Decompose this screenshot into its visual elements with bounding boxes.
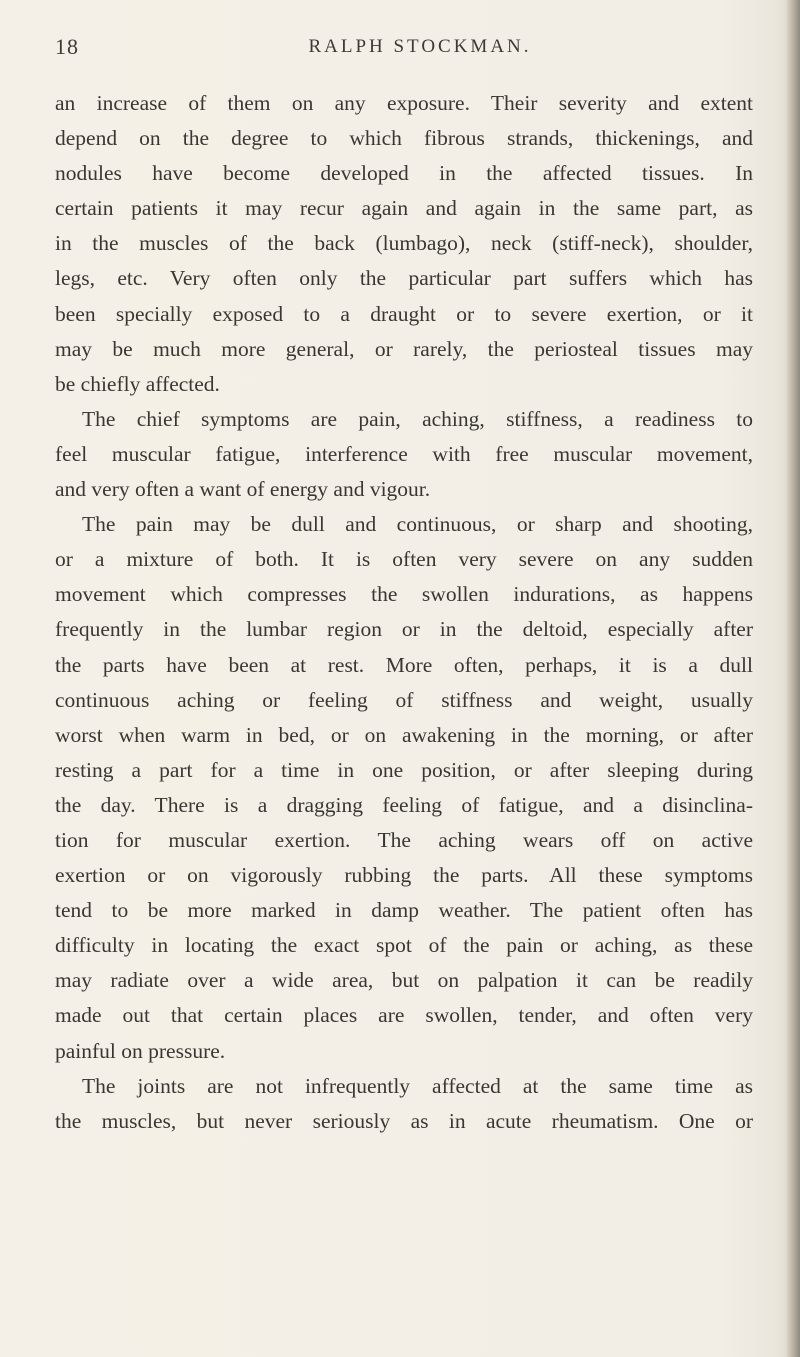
text-line: or a mixture of both. It is often very severe on any sudden [55,547,753,572]
text-line: the day. There is a dragging feeling of fatigue, and a disinclina- [55,792,753,817]
text-line: and very often a want of energy and vigour. [55,477,431,502]
text-line: nodules have become developed in the affected tissues. In [55,161,753,186]
text-line: The joints are not infrequently affected at the same time as [82,1073,753,1098]
running-head: RALPH STOCKMAN. [308,36,532,57]
text-line: feel muscular fatigue, interference with free muscular movement, [55,441,753,466]
text-line: the parts have been at rest. More often, perhaps, it is a dull [55,652,753,677]
text-line: may be much more general, or rarely, the periosteal tissues may [55,336,753,361]
text-line: certain patients it may recur again and again in the same part, as [55,196,753,221]
text-line: painful on pressure. [55,1038,226,1063]
text-line: frequently in the lumbar region or in the deltoid, especially after [55,617,753,642]
text-line: depend on the degree to which fibrous strands, thickenings, and [55,126,753,151]
text-line: made out that certain places are swollen, tender, and often very [55,1003,753,1028]
text-line: tion for muscular exertion. The aching wears off on active [55,827,753,852]
text-line: the muscles, but never seriously as in acute rheumatism. One or [55,1108,753,1133]
text-line: resting a part for a time in one position, or after sleeping during [55,757,753,782]
text-line: worst when warm in bed, or on awakening in the morning, or after [55,722,753,747]
text-line: movement which compresses the swollen indurations, as happens [55,582,753,607]
text-line: in the muscles of the back (lumbago), neck (stiff-neck), shoulder, [55,231,753,256]
text-line: exertion or on vigorously rubbing the parts. All these symptoms [55,863,753,888]
text-line: legs, etc. Very often only the particular part suffers which has [55,266,753,291]
body-text [55,86,753,1139]
text-line: be chiefly affected. [55,371,220,396]
page-edge-shadow [786,0,800,1357]
text-line: The chief symptoms are pain, aching, stiffness, a readiness to [82,406,753,431]
text-line: continuous aching or feeling of stiffness and weight, usually [55,687,753,712]
page-number: 18 [55,34,79,59]
text-line: The pain may be dull and continuous, or sharp and shooting, [82,512,753,537]
text-line: an increase of them on any exposure. Their severity and extent [55,91,753,115]
text-line: been specially exposed to a draught or to severe exertion, or it [55,301,753,326]
page-header [55,34,755,70]
text-line: tend to be more marked in damp weather. The patient often has [55,898,753,923]
text-line: may radiate over a wide area, but on palpation it can be readily [55,968,753,993]
text-line: difficulty in locating the exact spot of the pain or aching, as these [55,933,753,958]
